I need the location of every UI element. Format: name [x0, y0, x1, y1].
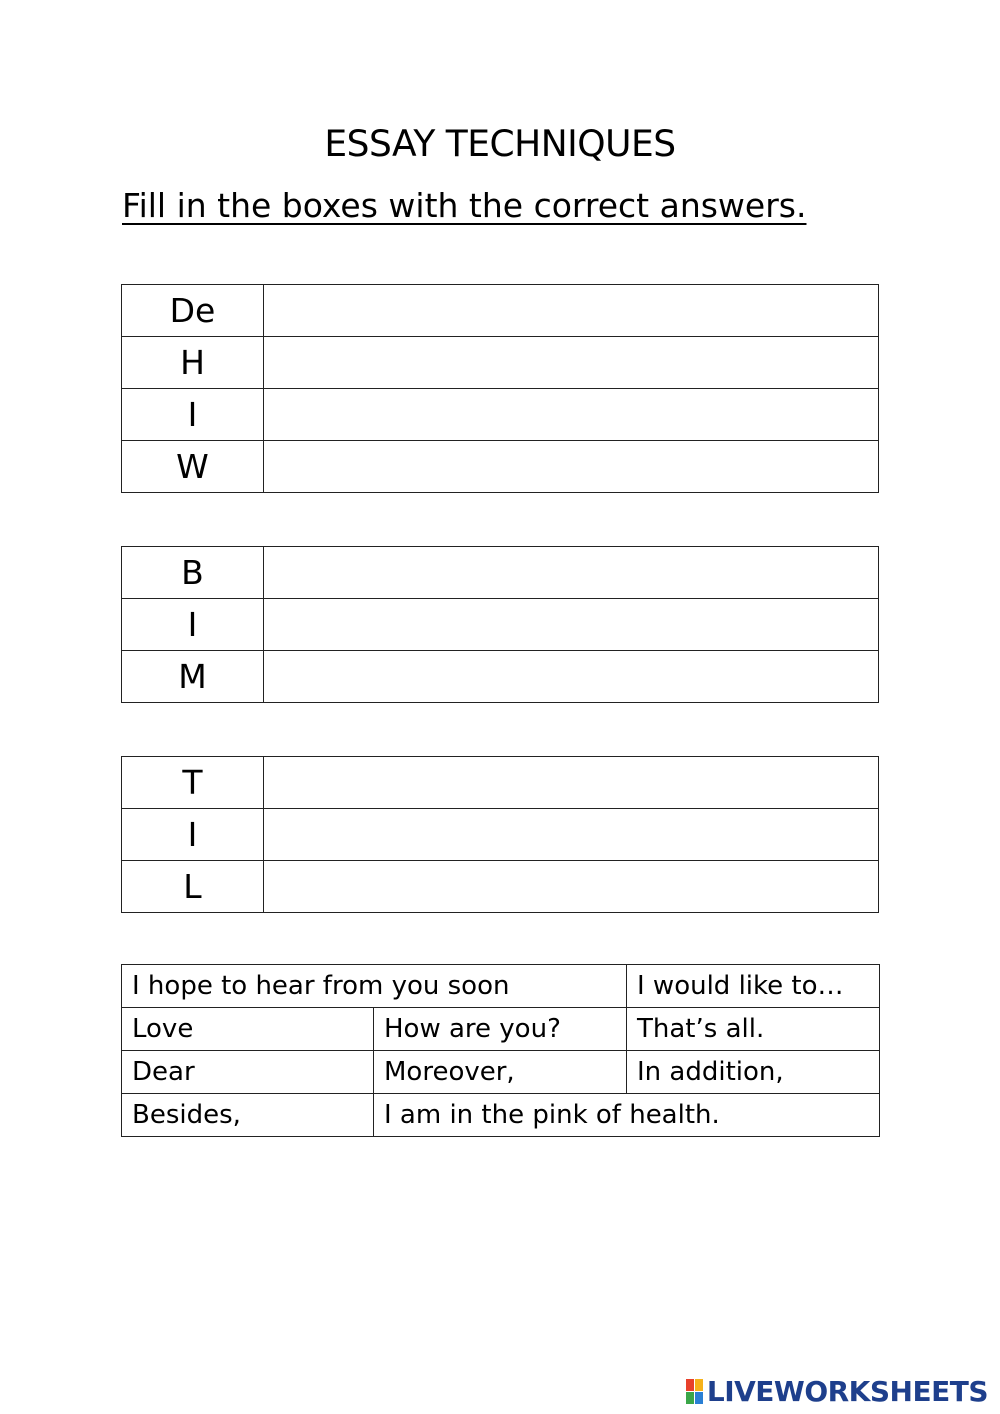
- word-bank-item: That’s all.: [627, 1008, 880, 1051]
- word-bank-item: I hope to hear from you soon: [122, 965, 627, 1008]
- page-title: ESSAY TECHNIQUES: [324, 123, 676, 166]
- brand-name: LIVEWORKSHEETS: [706, 1375, 988, 1408]
- answer-box[interactable]: [264, 809, 879, 861]
- letter-cell: L: [122, 861, 264, 913]
- word-bank-item: Dear: [122, 1051, 374, 1094]
- liveworksheets-logo-icon: [686, 1379, 704, 1405]
- letter-cell: M: [122, 651, 264, 703]
- answer-box[interactable]: [264, 285, 879, 337]
- table-row: [122, 599, 879, 651]
- letter-cell: H: [122, 337, 264, 389]
- table-row: [122, 965, 880, 1008]
- answer-table-2: [121, 546, 879, 703]
- letter-cell: W: [122, 441, 264, 493]
- answer-box[interactable]: [264, 389, 879, 441]
- table-row: [122, 285, 879, 337]
- table-row: [122, 651, 879, 703]
- word-bank-item: In addition,: [627, 1051, 880, 1094]
- word-bank-item: Love: [122, 1008, 374, 1051]
- answer-table-1: [121, 284, 879, 493]
- letter-cell: I: [122, 389, 264, 441]
- answer-box[interactable]: [264, 757, 879, 809]
- table-row: [122, 547, 879, 599]
- table-row: [122, 757, 879, 809]
- answer-table-3: [121, 756, 879, 913]
- answer-box[interactable]: [264, 861, 879, 913]
- answer-box[interactable]: [264, 599, 879, 651]
- word-bank-item: I am in the pink of health.: [374, 1094, 880, 1137]
- instructions: Fill in the boxes with the correct answers.: [122, 186, 807, 225]
- table-row: [122, 1008, 880, 1051]
- table-row: [122, 809, 879, 861]
- answer-box[interactable]: [264, 547, 879, 599]
- word-bank-item: Moreover,: [374, 1051, 627, 1094]
- table-row: [122, 1051, 880, 1094]
- letter-cell: I: [122, 599, 264, 651]
- table-row: [122, 441, 879, 493]
- table-row: [122, 389, 879, 441]
- letter-cell: De: [122, 285, 264, 337]
- letter-cell: T: [122, 757, 264, 809]
- answer-box[interactable]: [264, 651, 879, 703]
- liveworksheets-brand[interactable]: [686, 1375, 988, 1408]
- letter-cell: B: [122, 547, 264, 599]
- letter-cell: I: [122, 809, 264, 861]
- answer-box[interactable]: [264, 441, 879, 493]
- answer-box[interactable]: [264, 337, 879, 389]
- table-row: [122, 1094, 880, 1137]
- table-row: [122, 337, 879, 389]
- table-row: [122, 861, 879, 913]
- word-bank-table: [121, 964, 880, 1137]
- word-bank-item: How are you?: [374, 1008, 627, 1051]
- word-bank-item: Besides,: [122, 1094, 374, 1137]
- word-bank-item: I would like to…: [627, 965, 880, 1008]
